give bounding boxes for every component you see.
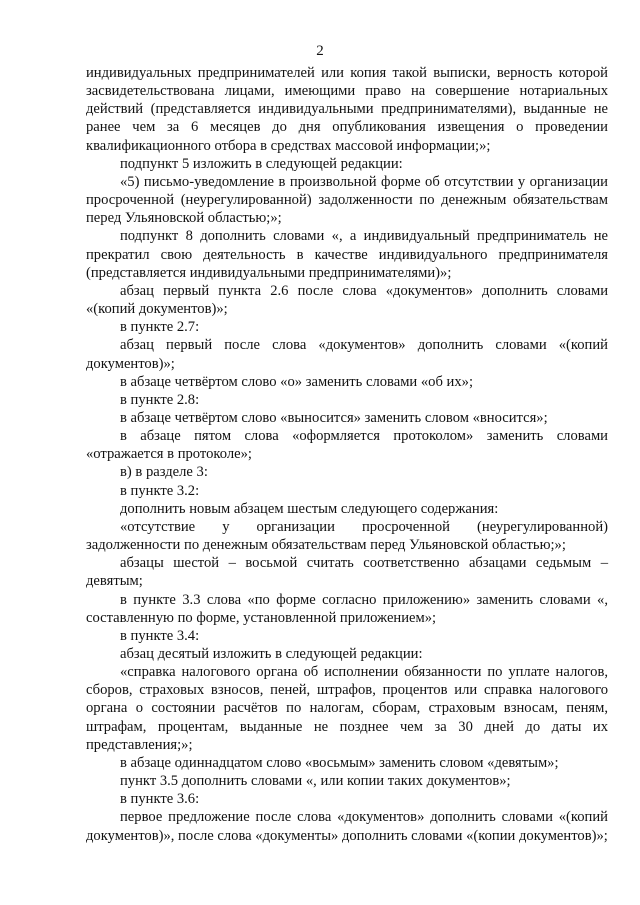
paragraph: подпункт 8 дополнить словами «, а индивидуальный предприниматель не прекратил свою деятельность в качестве индивидуального предпринимателя (представляется индивидуальными предпринимателями)»; [86,228,608,281]
paragraph: в абзаце пятом слова «оформляется протоколом» заменить словами «отражается в протоколе»; [86,428,608,463]
paragraph: «отсутствие у организации просроченной (неурегулированной) задолженности по денежным обязательствам перед Ульяновской областью;»; [86,518,608,554]
paragraph: индивидуальных предпринимателей или копия такой выписки, верность которой засвидетельствована лицами, имеющими право на совершение нотариальных действий (представляется индивидуальными предпринимателями), выданные не ранее чем за 6 месяцев до дня опубликования извещения о проведении квалификационного отбора в средствах массовой информации;»; [86,65,608,154]
paragraph: в) в разделе 3: [120,464,208,481]
paragraph: подпункт 5 изложить в следующей редакции: [120,155,403,172]
paragraph: в пункте 3.2: [120,482,200,499]
paragraph: «5) письмо-уведомление в произвольной форме об отсутствии у организации просроченной (неурегулированной) задолженности по денежным обязательствам перед Ульяновской областью;»; [86,173,608,227]
page-number: 2 [316,43,324,59]
paragraph: в абзаце четвёртом слово «о» заменить словами «об их»; [120,373,474,390]
paragraph: в пункте 2.7: [120,319,200,336]
paragraph: в пункте 2.8: [120,391,200,408]
paragraph: первое предложение после слова «документов» дополнить словами «(копий документов)», после слова «документы» дополнить словами «(копии документов)»; [86,809,608,844]
document-body [86,64,608,845]
paragraph: дополнить новым абзацем шестым следующего содержания: [120,500,499,517]
paragraph: в пункте 3.4: [120,627,200,644]
paragraph: в абзаце четвёртом слово «выносится» заменить словом «вносится»; [120,409,548,426]
paragraph: в пункте 3.3 слова «по форме согласно приложению» заменить словами «, составленную по форме, установленной приложением»; [86,591,608,626]
paragraph: абзац первый после слова «документов» дополнить словами «(копий документов)»; [86,337,608,372]
paragraph: в абзаце одиннадцатом слово «восьмым» заменить словом «девятым»; [120,754,559,771]
paragraph: абзацы шестой – восьмой считать соответственно абзацами седьмым – девятым; [86,555,608,590]
paragraph: в пункте 3.6: [120,791,200,808]
paragraph: «справка налогового органа об исполнении обязанности по уплате налогов, сборов, страховых взносов, пеней, штрафов, процентов или справка налогового органа о состоянии расчётов по налогам, сборам, страховым взносам, пеням, штрафам, процентам, выданные не позднее чем за 30 дней до даты их представления;»; [86,664,608,753]
paragraph: абзац первый пункта 2.6 после слова «документов» дополнить словами «(копий документов)»; [86,282,608,318]
paragraph: пункт 3.5 дополнить словами «, или копии таких документов»; [120,773,511,790]
paragraph: абзац десятый изложить в следующей редакции: [120,646,423,662]
